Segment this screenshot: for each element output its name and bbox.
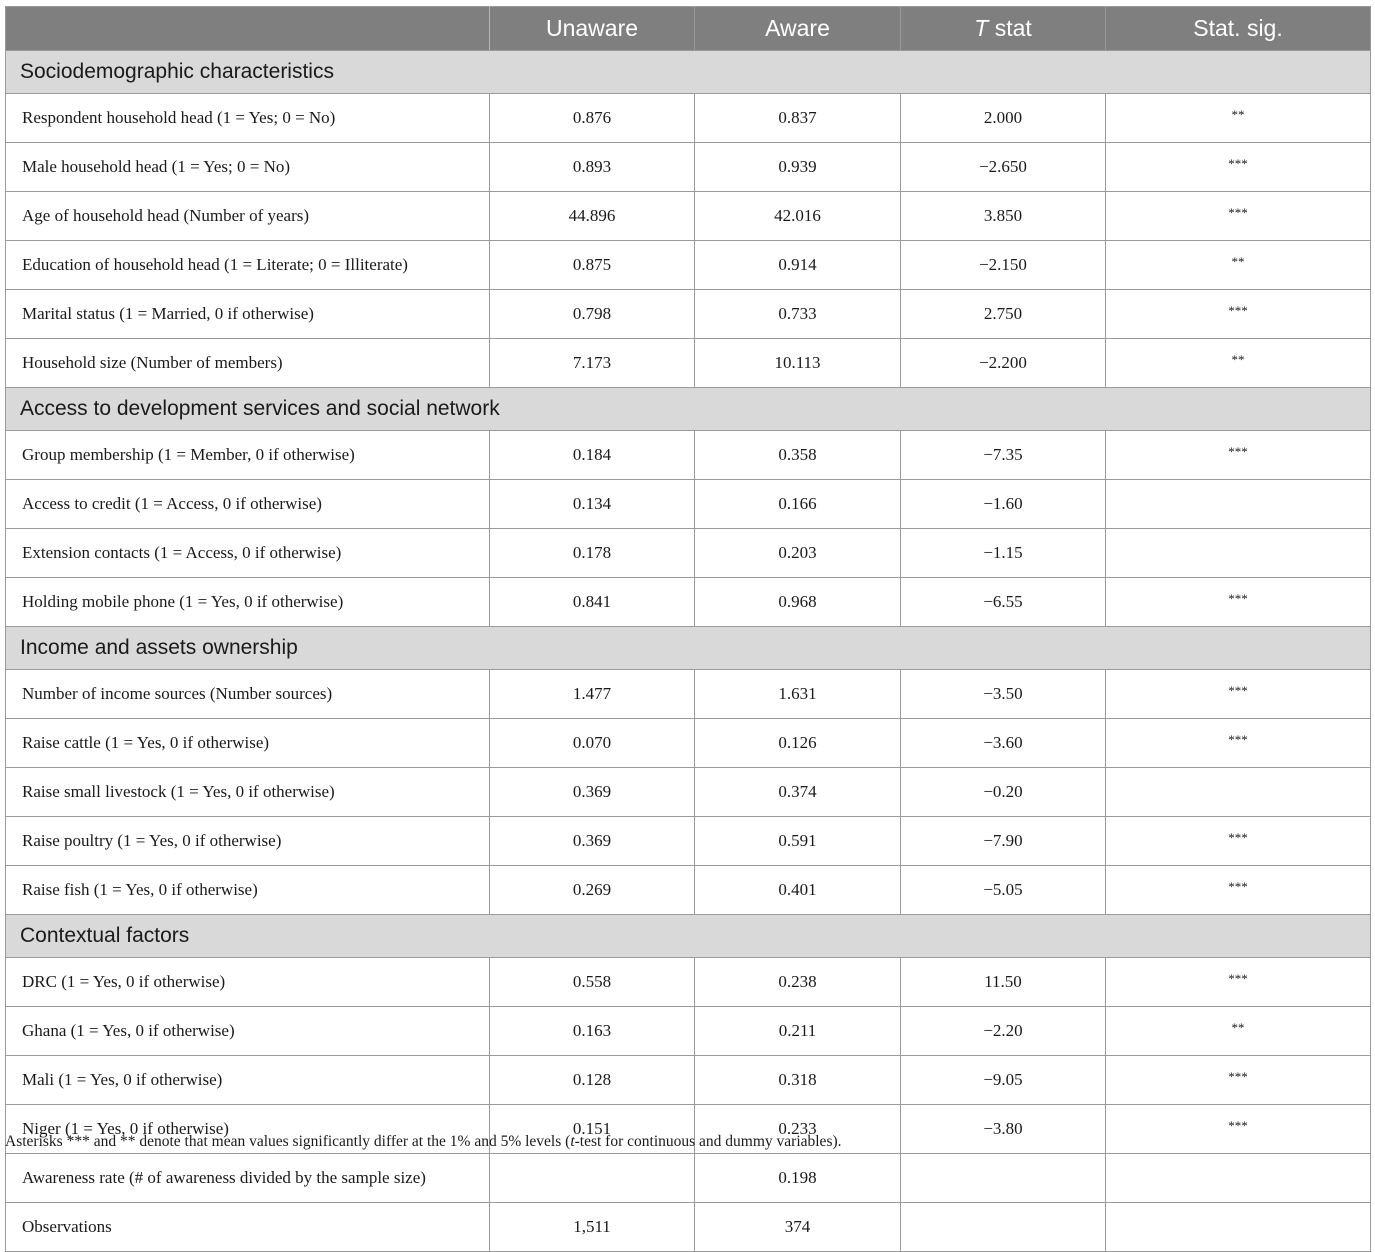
stat-sig-cell bbox=[1106, 480, 1371, 529]
unaware-cell bbox=[490, 1154, 695, 1203]
table-row bbox=[6, 339, 1371, 388]
t-stat-cell: −2.20 bbox=[901, 1007, 1106, 1056]
stat-sig-cell: *** bbox=[1106, 143, 1371, 192]
stat-sig-cell bbox=[1106, 768, 1371, 817]
table-row bbox=[6, 1154, 1371, 1203]
table-row bbox=[6, 241, 1371, 290]
aware-cell: 0.374 bbox=[695, 768, 901, 817]
t-stat-cell bbox=[901, 1154, 1106, 1203]
stat-sig-cell: ** bbox=[1106, 94, 1371, 143]
variable-cell: Awareness rate (# of awareness divided by the sample size) bbox=[6, 1154, 490, 1203]
unaware-cell: 7.173 bbox=[490, 339, 695, 388]
footnote-text-before: Asterisks *** and ** denote that mean values significantly differ at the 1% and 5% levels ( bbox=[5, 1133, 571, 1150]
footnote-italic-t: t bbox=[570, 1133, 575, 1150]
section-title: Sociodemographic characteristics bbox=[6, 51, 1371, 94]
t-stat-cell: 3.850 bbox=[901, 192, 1106, 241]
section-title: Contextual factors bbox=[6, 915, 1371, 958]
table-row bbox=[6, 817, 1371, 866]
variable-cell: Raise poultry (1 = Yes, 0 if otherwise) bbox=[6, 817, 490, 866]
table-row bbox=[6, 719, 1371, 768]
section-header-row bbox=[6, 51, 1371, 94]
table-row bbox=[6, 768, 1371, 817]
unaware-cell: 0.369 bbox=[490, 768, 695, 817]
t-stat-cell: −9.05 bbox=[901, 1056, 1106, 1105]
table-body bbox=[6, 51, 1371, 1252]
aware-cell: 0.166 bbox=[695, 480, 901, 529]
aware-cell: 42.016 bbox=[695, 192, 901, 241]
aware-cell: 0.914 bbox=[695, 241, 901, 290]
table-row bbox=[6, 94, 1371, 143]
t-stat-cell: 2.000 bbox=[901, 94, 1106, 143]
aware-cell: 0.233 bbox=[695, 1105, 901, 1154]
t-stat-cell: −2.150 bbox=[901, 241, 1106, 290]
table-row bbox=[6, 1056, 1371, 1105]
t-stat-cell: −7.90 bbox=[901, 817, 1106, 866]
unaware-cell: 0.893 bbox=[490, 143, 695, 192]
table-row bbox=[6, 1007, 1371, 1056]
aware-cell: 0.126 bbox=[695, 719, 901, 768]
aware-cell: 0.198 bbox=[695, 1154, 901, 1203]
stat-sig-cell bbox=[1106, 1154, 1371, 1203]
stat-sig-cell: *** bbox=[1106, 719, 1371, 768]
variable-cell: Mali (1 = Yes, 0 if otherwise) bbox=[6, 1056, 490, 1105]
variable-cell: Niger (1 = Yes, 0 if otherwise) bbox=[6, 1105, 490, 1154]
unaware-cell: 0.070 bbox=[490, 719, 695, 768]
aware-cell: 374 bbox=[695, 1203, 901, 1252]
aware-cell: 0.591 bbox=[695, 817, 901, 866]
section-header-row bbox=[6, 627, 1371, 670]
variable-cell: Ghana (1 = Yes, 0 if otherwise) bbox=[6, 1007, 490, 1056]
header-t-stat bbox=[901, 7, 1106, 51]
t-stat-cell: −2.650 bbox=[901, 143, 1106, 192]
table-row bbox=[6, 192, 1371, 241]
variable-cell: Holding mobile phone (1 = Yes, 0 if otherwise) bbox=[6, 578, 490, 627]
stat-sig-cell bbox=[1106, 1203, 1371, 1252]
aware-cell: 0.211 bbox=[695, 1007, 901, 1056]
stat-sig-cell: ** bbox=[1106, 241, 1371, 290]
results-table bbox=[5, 6, 1371, 1252]
variable-cell: Respondent household head (1 = Yes; 0 = No) bbox=[6, 94, 490, 143]
t-stat-cell: 2.750 bbox=[901, 290, 1106, 339]
aware-cell: 0.733 bbox=[695, 290, 901, 339]
table-row bbox=[6, 290, 1371, 339]
unaware-cell: 0.875 bbox=[490, 241, 695, 290]
table-row bbox=[6, 529, 1371, 578]
t-stat-cell: −1.60 bbox=[901, 480, 1106, 529]
variable-cell: Education of household head (1 = Literate; 0 = Illiterate) bbox=[6, 241, 490, 290]
t-stat-cell bbox=[901, 1203, 1106, 1252]
aware-cell: 10.113 bbox=[695, 339, 901, 388]
header-variable bbox=[6, 7, 490, 51]
unaware-cell: 0.798 bbox=[490, 290, 695, 339]
table-row bbox=[6, 578, 1371, 627]
aware-cell: 0.968 bbox=[695, 578, 901, 627]
aware-cell: 0.318 bbox=[695, 1056, 901, 1105]
header-row bbox=[6, 7, 1371, 51]
header-t-stat-label: stat bbox=[994, 15, 1032, 41]
table-row bbox=[6, 866, 1371, 915]
variable-cell: Group membership (1 = Member, 0 if otherwise) bbox=[6, 431, 490, 480]
table-row bbox=[6, 958, 1371, 1007]
table-row bbox=[6, 670, 1371, 719]
variable-cell: Extension contacts (1 = Access, 0 if otherwise) bbox=[6, 529, 490, 578]
stat-sig-cell: *** bbox=[1106, 1105, 1371, 1154]
stat-sig-cell: *** bbox=[1106, 290, 1371, 339]
unaware-cell: 0.184 bbox=[490, 431, 695, 480]
aware-cell: 0.358 bbox=[695, 431, 901, 480]
unaware-cell: 0.151 bbox=[490, 1105, 695, 1154]
variable-cell: Raise small livestock (1 = Yes, 0 if otherwise) bbox=[6, 768, 490, 817]
variable-cell: DRC (1 = Yes, 0 if otherwise) bbox=[6, 958, 490, 1007]
header-stat-sig: Stat. sig. bbox=[1106, 7, 1371, 51]
unaware-cell: 0.841 bbox=[490, 578, 695, 627]
footnote-text-after: -test for continuous and dummy variables). bbox=[574, 1133, 842, 1150]
stat-sig-cell: ** bbox=[1106, 339, 1371, 388]
unaware-cell: 1,511 bbox=[490, 1203, 695, 1252]
stat-sig-cell: *** bbox=[1106, 192, 1371, 241]
variable-cell: Male household head (1 = Yes; 0 = No) bbox=[6, 143, 490, 192]
variable-cell: Number of income sources (Number sources) bbox=[6, 670, 490, 719]
variable-cell: Age of household head (Number of years) bbox=[6, 192, 490, 241]
unaware-cell: 44.896 bbox=[490, 192, 695, 241]
unaware-cell: 0.178 bbox=[490, 529, 695, 578]
table-row bbox=[6, 1203, 1371, 1252]
unaware-cell: 0.876 bbox=[490, 94, 695, 143]
aware-cell: 0.837 bbox=[695, 94, 901, 143]
stat-sig-cell: *** bbox=[1106, 866, 1371, 915]
table-row bbox=[6, 143, 1371, 192]
t-stat-cell: −3.60 bbox=[901, 719, 1106, 768]
aware-cell: 1.631 bbox=[695, 670, 901, 719]
stat-sig-cell: *** bbox=[1106, 1056, 1371, 1105]
table-row bbox=[6, 431, 1371, 480]
t-stat-cell: −7.35 bbox=[901, 431, 1106, 480]
unaware-cell: 0.163 bbox=[490, 1007, 695, 1056]
unaware-cell: 0.128 bbox=[490, 1056, 695, 1105]
aware-cell: 0.401 bbox=[695, 866, 901, 915]
variable-cell: Marital status (1 = Married, 0 if otherwise) bbox=[6, 290, 490, 339]
unaware-cell: 0.558 bbox=[490, 958, 695, 1007]
stat-sig-cell: *** bbox=[1106, 958, 1371, 1007]
stat-sig-cell: *** bbox=[1106, 670, 1371, 719]
t-stat-cell: −3.80 bbox=[901, 1105, 1106, 1154]
stat-sig-cell: ** bbox=[1106, 1007, 1371, 1056]
t-stat-cell: −3.50 bbox=[901, 670, 1106, 719]
section-header-row bbox=[6, 915, 1371, 958]
unaware-cell: 0.269 bbox=[490, 866, 695, 915]
t-stat-cell: −5.05 bbox=[901, 866, 1106, 915]
unaware-cell: 1.477 bbox=[490, 670, 695, 719]
header-t-italic: T bbox=[974, 15, 989, 41]
variable-cell: Observations bbox=[6, 1203, 490, 1252]
t-stat-cell: −1.15 bbox=[901, 529, 1106, 578]
unaware-cell: 0.369 bbox=[490, 817, 695, 866]
stat-sig-cell: *** bbox=[1106, 431, 1371, 480]
header-aware: Aware bbox=[695, 7, 901, 51]
table-footnote bbox=[5, 1133, 842, 1151]
t-stat-cell: 11.50 bbox=[901, 958, 1106, 1007]
aware-cell: 0.939 bbox=[695, 143, 901, 192]
section-title: Income and assets ownership bbox=[6, 627, 1371, 670]
t-stat-cell: −2.200 bbox=[901, 339, 1106, 388]
header-unaware: Unaware bbox=[490, 7, 695, 51]
t-stat-cell: −0.20 bbox=[901, 768, 1106, 817]
stat-sig-cell: *** bbox=[1106, 817, 1371, 866]
unaware-cell: 0.134 bbox=[490, 480, 695, 529]
variable-cell: Access to credit (1 = Access, 0 if otherwise) bbox=[6, 480, 490, 529]
section-title: Access to development services and social network bbox=[6, 388, 1371, 431]
aware-cell: 0.238 bbox=[695, 958, 901, 1007]
variable-cell: Household size (Number of members) bbox=[6, 339, 490, 388]
aware-cell: 0.203 bbox=[695, 529, 901, 578]
table-row bbox=[6, 480, 1371, 529]
variable-cell: Raise fish (1 = Yes, 0 if otherwise) bbox=[6, 866, 490, 915]
stat-sig-cell: *** bbox=[1106, 578, 1371, 627]
variable-cell: Raise cattle (1 = Yes, 0 if otherwise) bbox=[6, 719, 490, 768]
t-stat-cell: −6.55 bbox=[901, 578, 1106, 627]
section-header-row bbox=[6, 388, 1371, 431]
stat-sig-cell bbox=[1106, 529, 1371, 578]
